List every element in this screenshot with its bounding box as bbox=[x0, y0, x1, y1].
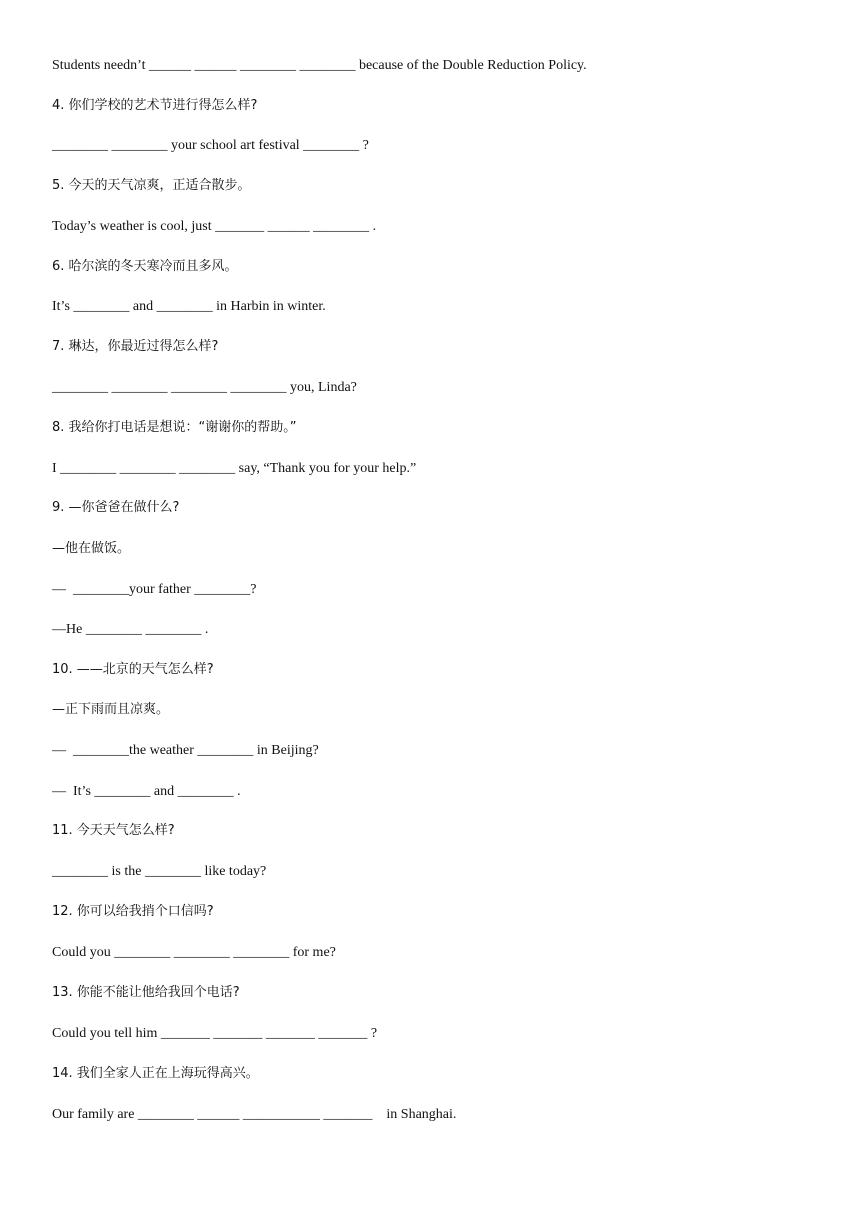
question-prompt: 8. 我给你打电话是想说：“谢谢你的帮助。” bbox=[52, 420, 297, 435]
answer-line: ________ ________ your school art festival ________ ? bbox=[52, 138, 369, 153]
question-prompt: 10. ——北京的天气怎么样? bbox=[52, 662, 214, 677]
answer-line: — It’s ________ and ________ . bbox=[52, 784, 241, 799]
question-prompt: 7. 琳达，你最近过得怎么样? bbox=[52, 339, 219, 354]
question-prompt: —正下雨而且凉爽。 bbox=[52, 702, 170, 717]
answer-line: — ________the weather ________ in Beijing? bbox=[52, 743, 319, 758]
answer-line: Students needn’t ______ ______ ________ ________ because of the Double Reduction Policy. bbox=[52, 58, 587, 73]
question-prompt: 6. 哈尔滨的冬天寒冷而且多风。 bbox=[52, 259, 238, 274]
answer-line: I ________ ________ ________ say, “Thank you for your help.” bbox=[52, 461, 417, 476]
question-prompt: 13. 你能不能让他给我回个电话? bbox=[52, 985, 240, 1000]
question-prompt: 14. 我们全家人正在上海玩得高兴。 bbox=[52, 1066, 259, 1081]
question-prompt: 4. 你们学校的艺术节进行得怎么样? bbox=[52, 98, 258, 113]
answer-line: Could you ________ ________ ________ for me? bbox=[52, 945, 336, 960]
answer-line: —He ________ ________ . bbox=[52, 622, 209, 637]
question-prompt: —他在做饭。 bbox=[52, 541, 131, 556]
answer-line: ________ is the ________ like today? bbox=[52, 864, 267, 879]
answer-line: Today’s weather is cool, just _______ ______ ________ . bbox=[52, 219, 377, 234]
answer-line: ________ ________ ________ ________ you, Linda? bbox=[52, 380, 357, 395]
question-prompt: 12. 你可以给我捎个口信吗? bbox=[52, 904, 214, 919]
answer-line: — ________your father ________? bbox=[52, 582, 257, 597]
question-prompt: 11. 今天天气怎么样? bbox=[52, 823, 175, 838]
question-prompt: 5. 今天的天气凉爽，正适合散步。 bbox=[52, 178, 251, 193]
answer-line: Could you tell him _______ _______ _______ _______ ? bbox=[52, 1026, 378, 1041]
answer-line: Our family are ________ ______ ___________ _______ in Shanghai. bbox=[52, 1107, 457, 1122]
question-prompt: 9. —你爸爸在做什么? bbox=[52, 500, 180, 515]
answer-line: It’s ________ and ________ in Harbin in winter. bbox=[52, 299, 326, 314]
